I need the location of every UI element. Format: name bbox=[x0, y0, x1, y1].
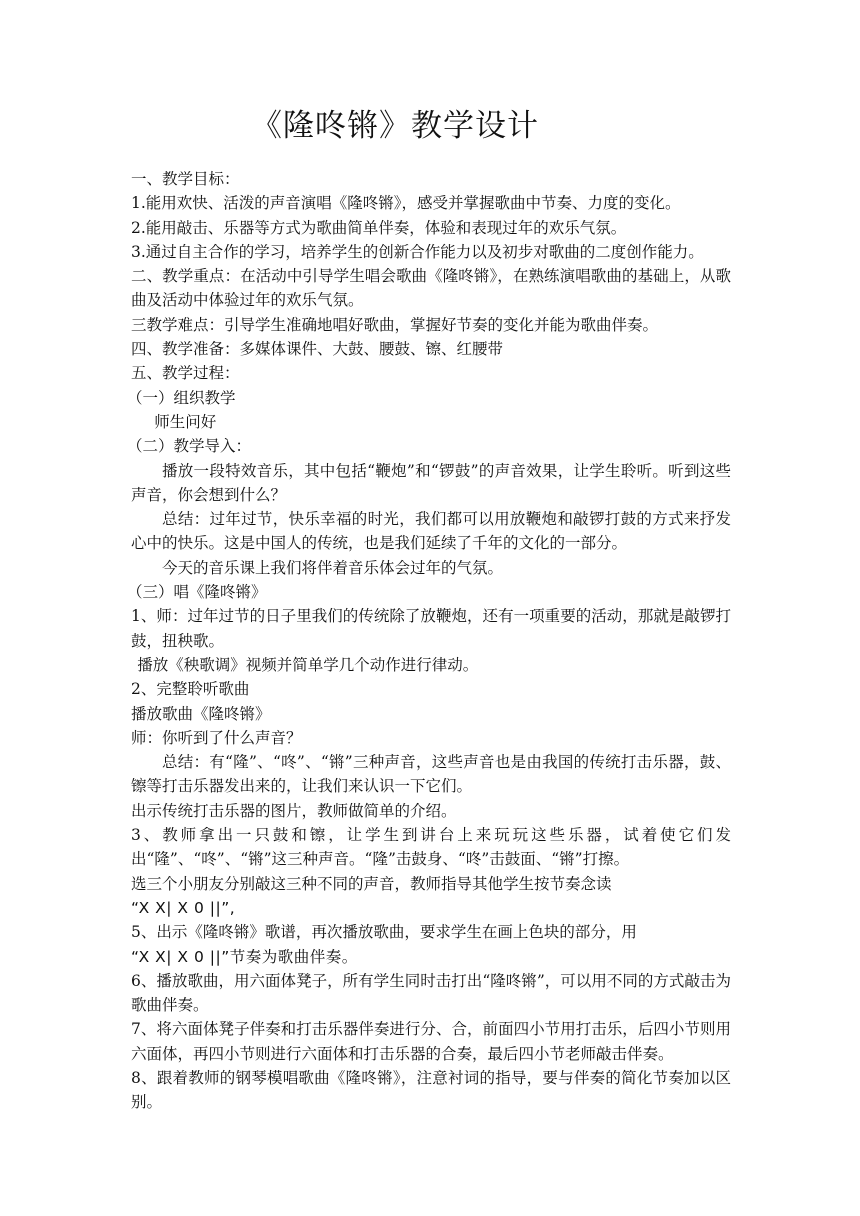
paragraph: 播放一段特效音乐，其中包括“鞭炮”和“锣鼓”的声音效果，让学生聆听。听到这些声音，你会想到什么？ bbox=[131, 461, 731, 504]
process-item: 播放《秧歌调》视频并简单学几个动作进行律动。 bbox=[137, 655, 479, 674]
rhythm-pattern: “X X| X 0 ||”, bbox=[131, 898, 236, 917]
page-title: 《隆咚锵》教学设计 bbox=[251, 108, 539, 144]
process-item: 7、将六面体凳子伴奏和打击乐器伴奏进行分、合，前面四小节用打击乐，后四小节则用六面体，再四小节则进行六面体和打击乐器的合奏，最后四小节老师敲击伴奏。 bbox=[131, 1020, 731, 1063]
process-item: 1、师：过年过节的日子里我们的传统除了放鞭炮，还有一项重要的活动，那就是敲锣打鼓，扭秧歌。 bbox=[131, 607, 731, 650]
objectives-heading: 一、教学目标： bbox=[131, 170, 240, 188]
section-heading: （二）教学导入： bbox=[127, 437, 252, 456]
rhythm-pattern: “X X| X 0 ||”节奏为歌曲伴奏。 bbox=[131, 947, 358, 966]
process-item: 6、播放歌曲，用六面体凳子，所有学生同时击打出“隆咚锵”，可以用不同的方式敲击为歌曲伴奏。 bbox=[131, 971, 731, 1015]
process-item: 3、教师拿出一只鼓和镲，让学生到讲台上来玩玩这些乐器，试着使它们发出“隆”、“咚”、“锵”这三种声音。“隆”击鼓身、“咚”击鼓面、“锵”打擦。 bbox=[131, 826, 731, 869]
preparation: 四、教学准备：多媒体课件、大鼓、腰鼓、镲、红腰带 bbox=[131, 340, 504, 359]
document-body bbox=[127, 167, 731, 1115]
process-item: 师：你听到了什么声音？ bbox=[131, 728, 302, 747]
paragraph: 今天的音乐课上我们将伴着音乐体会过年的气氛。 bbox=[162, 558, 504, 577]
difficulties: 三教学难点：引导学生准确地唱好歌曲，掌握好节奏的变化并能为歌曲伴奏。 bbox=[131, 315, 659, 334]
section-heading: （三）唱《隆咚锵》 bbox=[127, 583, 267, 602]
objective-item: 3.通过自主合作的学习，培养学生的创新合作能力以及初步对歌曲的二度创作能力。 bbox=[131, 242, 704, 261]
section-text: 师生问好 bbox=[154, 412, 217, 431]
process-heading: 五、教学过程： bbox=[131, 364, 240, 383]
objective-item: 1.能用欢快、活泼的声音演唱《隆咚锵》，感受并掌握歌曲中节奏、力度的变化。 bbox=[131, 194, 681, 213]
process-item: 出示传统打击乐器的图片，教师做简单的介绍。 bbox=[131, 801, 457, 820]
process-item: 2、完整聆听歌曲 bbox=[131, 680, 250, 699]
objective-item: 2.能用敲击、乐器等方式为歌曲简单伴奏，体验和表现过年的欢乐气氛。 bbox=[131, 218, 627, 237]
process-item: 5、出示《隆咚锵》歌谱，再次播放歌曲，要求学生在画上色块的部分，用 bbox=[131, 923, 637, 942]
process-item: 8、跟着教师的钢琴模唱歌曲《隆咚锵》，注意衬词的指导，要与伴奏的简化节奏加以区别。 bbox=[131, 1068, 731, 1112]
paragraph: 总结：有“隆”、“咚”、“锵”三种声音，这些声音也是由我国的传统打击乐器，鼓、镲等打击乐器发出来的，让我们来认识一下它们。 bbox=[131, 753, 731, 796]
process-item: 选三个小朋友分别敲这三种不同的声音，教师指导其他学生按节奏念读 bbox=[131, 874, 612, 893]
process-item: 播放歌曲《隆咚锵》 bbox=[131, 704, 271, 723]
paragraph: 总结：过年过节，快乐幸福的时光，我们都可以用放鞭炮和敲锣打鼓的方式来抒发心中的快乐。这是中国人的传统，也是我们延续了千年的文化的一部分。 bbox=[131, 510, 731, 553]
section-heading: （一）组织教学 bbox=[127, 388, 236, 407]
key-points: 二、教学重点：在活动中引导学生唱会歌曲《隆咚锵》，在熟练演唱歌曲的基础上，从歌曲及活动中体验过年的欢乐气氛。 bbox=[131, 267, 731, 310]
